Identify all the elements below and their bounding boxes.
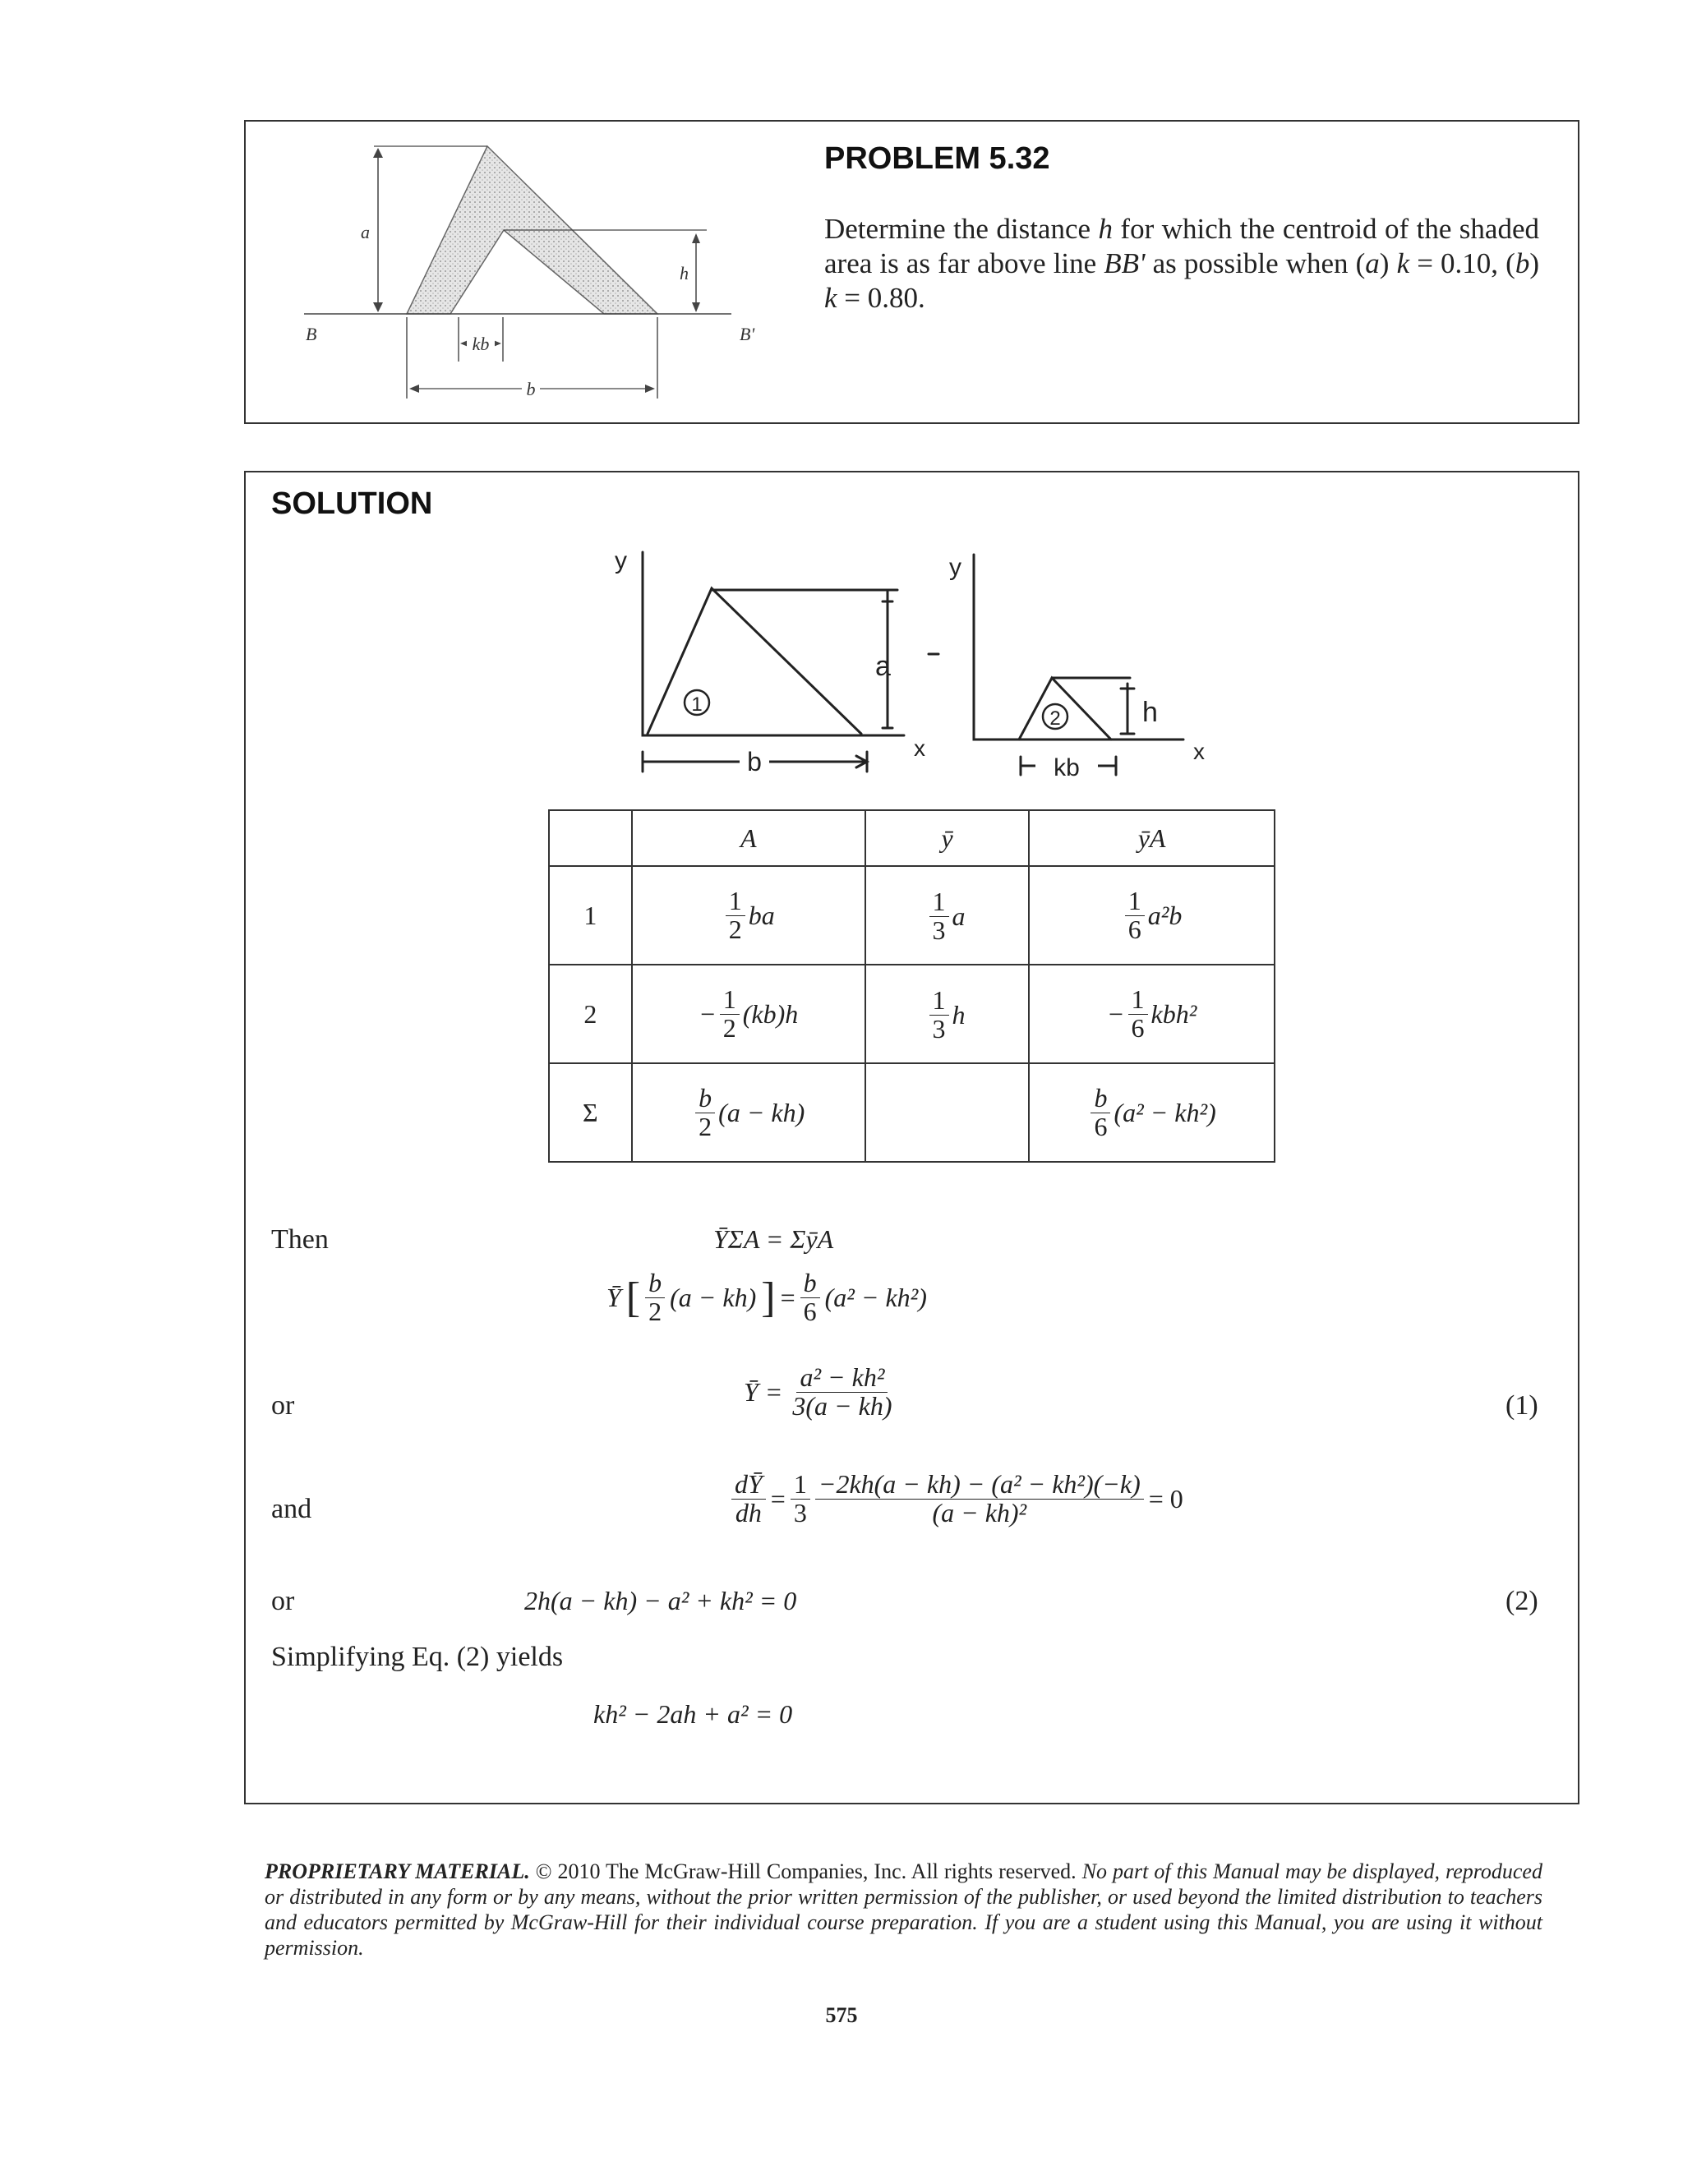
word-and: and: [271, 1494, 312, 1524]
word-then: Then: [271, 1224, 329, 1255]
label-a: a: [361, 222, 370, 242]
solution-title: SOLUTION: [271, 486, 433, 521]
problem-statement: Determine the distance h for which the centroid of the shaded area is as far above line BB' as possible when (a) k = 0.10, (b) k = 0.80.: [824, 213, 1539, 314]
table-header-ybar-area: ȳA: [1029, 810, 1275, 866]
row-id: 1: [549, 866, 632, 965]
sketch-label-x1: x: [914, 735, 925, 761]
equation-derivative: $\frac{dȲ}{dh}$ = $\frac{1}{3}$ $\frac{\text{−2kh(a − kh) − (a² − kh²)(−k)}}{\text{(a − kh)²}}$ = 0: [731, 1471, 1183, 1527]
row-ybar-empty: [865, 1063, 1029, 1162]
copyright-footer: PROPRIETARY MATERIAL. © 2010 The McGraw-Hill Companies, Inc. All rights reserved. No part of this Manual may be displayed, reproduced or distributed in any form or by any means, without the prior written permission of the publisher, or used beyond the limited distribution to teachers and educators permitted by McGraw-Hill for their individual course preparation. If you are a student using this Manual, you are using it without permission.: [265, 1859, 1542, 1960]
table-header-area: A: [632, 810, 865, 866]
sketch-label-b: b: [747, 747, 762, 776]
label-b: b: [526, 379, 536, 399]
table-row: [549, 866, 1275, 965]
label-h: h: [680, 263, 689, 283]
sketch-label-two: 2: [1049, 707, 1061, 730]
row-area: − $\frac{1}{2}$ (kb)h: [632, 965, 865, 1063]
page-number: 575: [825, 2003, 858, 2027]
sketch-label-x2: x: [1193, 739, 1205, 764]
sketch-label-one: 1: [691, 693, 703, 716]
row-ybar-area: − $\frac{1}{6}$ kbh²: [1029, 965, 1275, 1063]
row-ybar-area: $\frac{1}{6}$ a²b: [1029, 866, 1275, 965]
table-header-ybar: ȳ: [865, 810, 1029, 866]
row-ybar: $\frac{1}{3}$ h: [865, 965, 1029, 1063]
row-area: $\frac{1}{2}$ ba: [632, 866, 865, 965]
sketch-label-a: a: [875, 651, 891, 682]
label-B: B: [306, 324, 317, 344]
row-id: 2: [549, 965, 632, 1063]
equation-1-tag: (1): [1505, 1390, 1538, 1421]
sketch-label-h: h: [1142, 697, 1158, 728]
table-header-row: [549, 810, 1275, 866]
word-or-2: or: [271, 1586, 295, 1616]
centroid-table: [548, 809, 1275, 1163]
label-kb: kb: [472, 334, 490, 354]
sketch-label-kb: kb: [1054, 754, 1080, 781]
row-id: Σ: [549, 1063, 632, 1162]
table-row: [549, 1063, 1275, 1162]
word-simplifying: Simplifying Eq. (2) yields: [271, 1642, 564, 1672]
problem-title: PROBLEM 5.32: [824, 141, 1050, 176]
sketch-label-y1: y: [615, 547, 627, 574]
label-B-prime: B': [740, 324, 755, 344]
table-header-id: [549, 810, 632, 866]
equation-expanded: Ȳ [ $\frac{b}{2}$ (a − kh) ] = $\frac{b}{6}$ (a² − kh²): [606, 1268, 927, 1326]
equation-quadratic: kh² − 2ah + a² = 0: [593, 1699, 793, 1729]
equation-1: Ȳ = $\frac{\text{a² − kh²}}{3(a - kh)}$: [744, 1362, 892, 1421]
equation-centroid-sum: ȲΣA = ΣȳA: [713, 1224, 834, 1254]
equation-2: 2h(a − kh) − a² + kh² = 0: [524, 1586, 797, 1615]
equation-2-tag: (2): [1505, 1586, 1538, 1616]
word-or-1: or: [271, 1390, 295, 1421]
row-area: $\frac{b}{2}$ (a − kh): [632, 1063, 865, 1162]
sketch-label-y2: y: [949, 554, 961, 581]
row-ybar-area: $\frac{b}{6}$ (a² − kh²): [1029, 1063, 1275, 1162]
solution-sketch: [608, 542, 1249, 797]
problem-figure: [296, 131, 805, 411]
table-row: [549, 965, 1275, 1063]
row-ybar: $\frac{1}{3}$ a: [865, 866, 1029, 965]
